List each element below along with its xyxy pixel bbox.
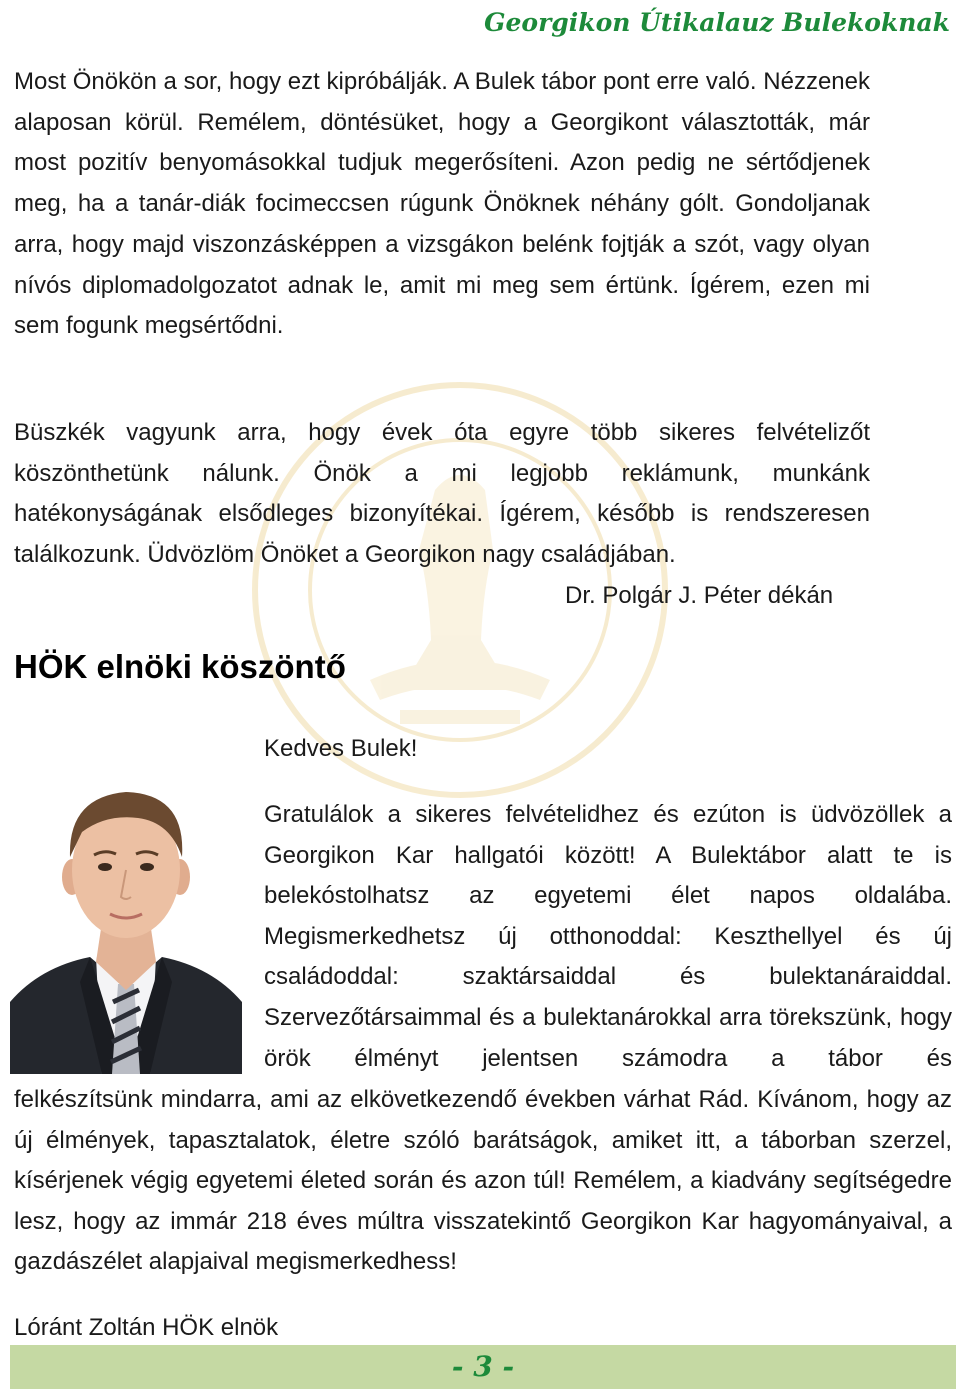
hok-signature: Lóránt Zoltán HÖK elnök xyxy=(14,1314,279,1341)
greeting: Kedves Bulek! xyxy=(264,735,418,762)
portrait-photo xyxy=(10,752,242,1074)
dean-signature: Dr. Polgár J. Péter dékán xyxy=(565,582,834,609)
dean-paragraph-1: Most Önökön a sor, hogy ezt kipróbálják. A Bulek tábor pont erre való. Nézzenek alaposan körül. Remélem, döntésüket, hogy a Georgikont választották, már most pozitív benyomásokkal tudjuk megerősíteni. Azon pedig ne sértődjenek meg, ha a tanár-diák focimeccsen rúgunk Önöknek néhány gólt. Gondoljanak arra, hogy majd viszonzásképpen a vizsgákon belénk fojtják a szót, vagy olyan nívós diplomadolgozatot adnak le, amit mi meg sem értünk. Ígérem, ezen mi sem fogunk megsértődni. xyxy=(14,68,870,340)
page-number: - 3 - xyxy=(451,1350,515,1383)
section-title: HÖK elnöki köszöntő xyxy=(14,648,346,685)
running-title: Georgikon Útikalauz Bulekoknak xyxy=(484,8,950,37)
dean-paragraph-2: Büszkék vagyunk arra, hogy évek óta egyre több sikeres felvételizőt köszönthetünk nálunk. Önök a mi legjobb reklámunk, munkánk hatékonyságának elsődleges bizonyítékai. Ígérem, később is rendszeresen találkozunk. Üdvözlöm Önöket a Georgikon nagy családjában. xyxy=(14,419,870,569)
hok-paragraph-wrapped: Gratulálok a sikeres felvételidhez és ezúton is üdvözöllek a Georgikon Kar hallgatói között! A Bulektábor alatt te is belekóstolhatsz az egyetemi élet napos oldalába. Megismerkedhetsz új otthonoddal: Keszthellyel és új családoddal: szaktársaiddal és bulektanáraiddal. Szervezőtársaimmal és a bulektanárokkal arra törekszünk, hogy örök élményt jelentsen számodra a tábor és xyxy=(264,801,952,1072)
hok-paragraph-full: felkészítsünk mindarra, ami az elkövetkezendő években várhat Rád. Kívánom, hogy az új élmények, tapasztalatok, életre szóló barátságok, amiket itt, a táborban szerzel, kísérjenek végig egyetemi életed során és azon túl! Remélem, a kiadvány segítségedre lesz, hogy az immár 218 éves múltra visszatekintő Georgikon Kar hagyományaival, a gazdászélet alapjaival megismerkedhess! xyxy=(14,1086,952,1276)
